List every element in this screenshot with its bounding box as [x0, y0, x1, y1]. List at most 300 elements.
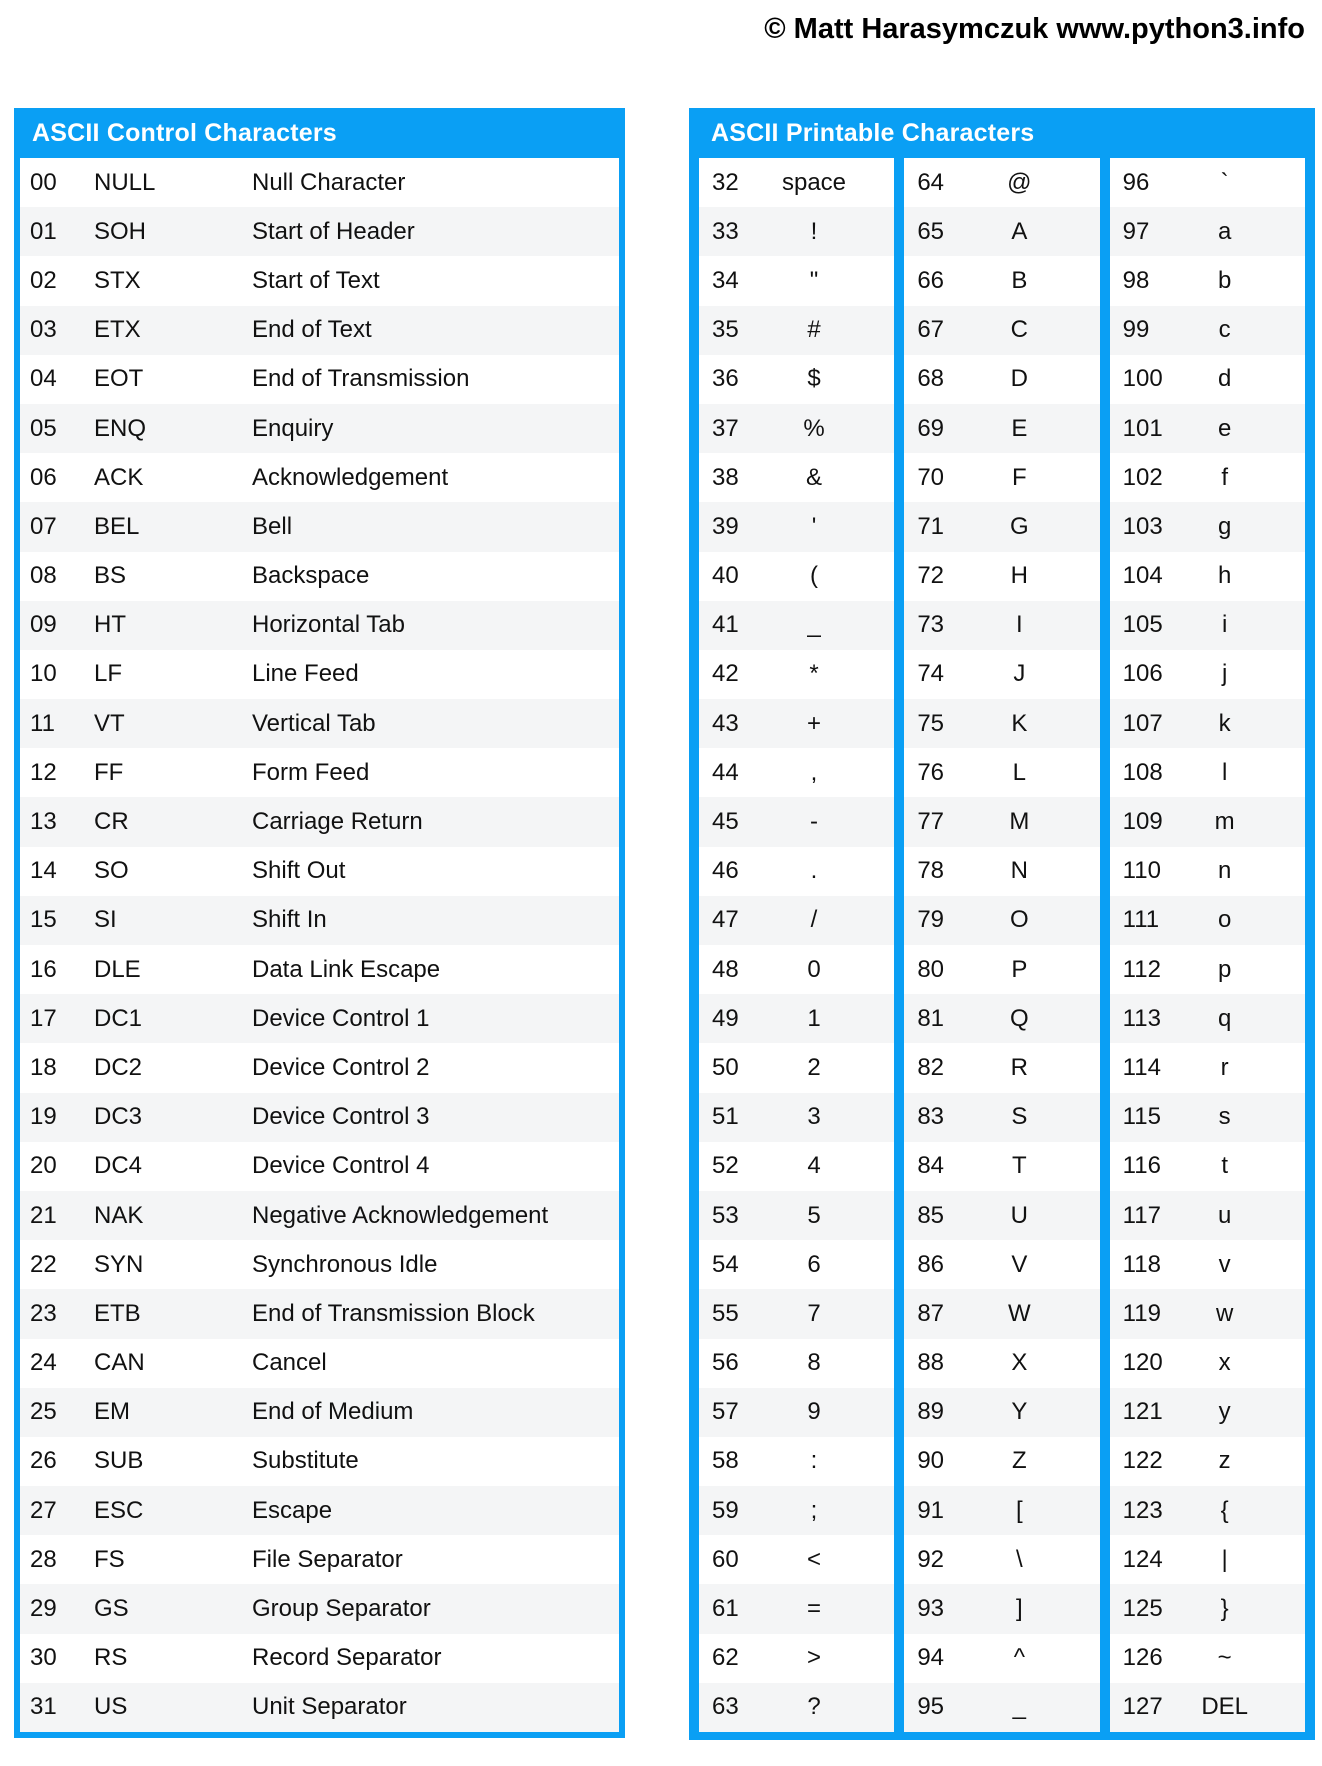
desc-cell: File Separator: [252, 1545, 403, 1573]
code-cell: 38: [712, 463, 739, 491]
table-row: [904, 502, 1099, 551]
code-cell: 67: [917, 316, 945, 344]
table-row: [20, 1339, 619, 1388]
table-row: [699, 1240, 894, 1289]
ascii-printable-characters-table: [689, 108, 1315, 1740]
code-cell: 07: [30, 512, 57, 540]
char-cell: c: [1218, 316, 1231, 344]
control-table-title: ASCII Control Characters: [32, 118, 337, 147]
table-row: [1110, 945, 1305, 994]
table-row: [20, 797, 619, 846]
printable-table-columns: [699, 158, 1305, 1732]
code-cell: 112: [1122, 955, 1161, 983]
table-row: [904, 1093, 1099, 1142]
char-cell: j: [1221, 660, 1228, 688]
char-cell: S: [1011, 1103, 1028, 1131]
code-cell: 54: [712, 1250, 739, 1278]
code-cell: 78: [917, 857, 945, 885]
char-cell: e: [1217, 414, 1232, 442]
char-cell: ': [811, 512, 817, 540]
code-cell: 57: [712, 1398, 739, 1426]
table-row: [699, 1191, 894, 1240]
char-cell: ": [809, 266, 819, 294]
table-row: [20, 896, 619, 945]
table-row: [20, 1191, 619, 1240]
table-row: [1110, 994, 1305, 1043]
code-cell: 21: [30, 1201, 57, 1229]
code-cell: 22: [30, 1250, 57, 1278]
char-cell: $: [807, 365, 821, 393]
table-row: [1110, 404, 1305, 453]
char-cell: }: [1220, 1595, 1229, 1623]
char-cell: #: [807, 316, 821, 344]
code-cell: 116: [1122, 1152, 1161, 1180]
table-row: [699, 1437, 894, 1486]
char-cell: h: [1217, 562, 1232, 590]
char-cell: N: [1010, 857, 1028, 885]
table-row: [20, 1486, 619, 1535]
table-row: [20, 207, 619, 256]
desc-cell: Negative Acknowledgement: [252, 1201, 549, 1229]
credit-text: © Matt Harasymczuk www.python3.info: [764, 13, 1305, 45]
char-cell: -: [810, 808, 818, 836]
desc-cell: Vertical Tab: [252, 709, 376, 737]
table-row: [1110, 847, 1305, 896]
char-cell: 2: [807, 1053, 821, 1081]
code-cell: 66: [917, 266, 945, 294]
abbr-cell: SUB: [94, 1447, 144, 1475]
table-row: [1110, 158, 1305, 207]
table-row: [699, 1289, 894, 1338]
table-row: [699, 1683, 894, 1732]
char-cell: k: [1218, 709, 1231, 737]
table-row: [1110, 1486, 1305, 1535]
char-cell: T: [1011, 1152, 1027, 1180]
code-cell: 05: [30, 414, 57, 442]
table-row: [1110, 1535, 1305, 1584]
table-row: [1110, 1289, 1305, 1338]
abbr-cell: ENQ: [94, 414, 147, 442]
char-cell: u: [1217, 1201, 1232, 1229]
abbr-cell: STX: [94, 266, 141, 294]
desc-cell: Data Link Escape: [252, 955, 441, 983]
table-row: [699, 158, 894, 207]
char-cell: f: [1221, 463, 1228, 491]
table-row: [20, 1240, 619, 1289]
code-cell: 25: [30, 1398, 57, 1426]
table-row: [1110, 1584, 1305, 1633]
table-row: [20, 994, 619, 1043]
table-row: [20, 158, 619, 207]
char-cell: .: [810, 857, 818, 885]
char-cell: G: [1009, 512, 1029, 540]
abbr-cell: BEL: [94, 512, 140, 540]
code-cell: 106: [1122, 660, 1163, 688]
char-cell: i: [1221, 611, 1228, 639]
char-cell: b: [1217, 266, 1232, 294]
char-cell: +: [806, 709, 821, 737]
table-row: [699, 847, 894, 896]
abbr-cell: CR: [94, 808, 129, 836]
code-cell: 81: [917, 1004, 945, 1032]
code-cell: 28: [30, 1545, 57, 1573]
table-row: [699, 453, 894, 502]
table-row: [904, 797, 1099, 846]
char-cell: A: [1011, 217, 1028, 245]
table-row: [20, 256, 619, 305]
char-cell: 3: [807, 1103, 821, 1131]
table-row: [1110, 797, 1305, 846]
code-cell: 04: [30, 365, 57, 393]
char-cell: z: [1218, 1447, 1231, 1475]
char-cell: =: [806, 1595, 821, 1623]
code-cell: 17: [30, 1004, 57, 1032]
code-cell: 14: [30, 857, 57, 885]
code-cell: 76: [917, 758, 945, 786]
table-row: [1110, 896, 1305, 945]
code-cell: 13: [30, 808, 57, 836]
desc-cell: Bell: [252, 512, 293, 540]
abbr-cell: CAN: [94, 1349, 145, 1377]
char-cell: o: [1217, 906, 1232, 934]
table-row: [699, 306, 894, 355]
table-row: [699, 797, 894, 846]
char-cell: ,: [810, 758, 818, 786]
char-cell: B: [1011, 266, 1028, 294]
code-cell: 107: [1122, 709, 1163, 737]
code-cell: 47: [712, 906, 739, 934]
code-cell: 88: [917, 1349, 945, 1377]
table-row: [20, 453, 619, 502]
abbr-cell: ETX: [94, 316, 141, 344]
code-cell: 119: [1122, 1299, 1161, 1327]
abbr-cell: DC2: [94, 1053, 143, 1081]
table-row: [904, 896, 1099, 945]
code-cell: 110: [1122, 857, 1161, 885]
table-row: [1110, 256, 1305, 305]
code-cell: 02: [30, 266, 57, 294]
desc-cell: End of Transmission Block: [252, 1299, 535, 1327]
abbr-cell: DC4: [94, 1152, 143, 1180]
table-row: [1110, 1634, 1305, 1683]
char-cell: 4: [807, 1152, 821, 1180]
char-cell: D: [1010, 365, 1028, 393]
table-row: [1110, 1388, 1305, 1437]
table-row: [699, 502, 894, 551]
char-cell: {: [1220, 1496, 1229, 1524]
code-cell: 94: [917, 1644, 945, 1672]
table-row: [904, 1683, 1099, 1732]
table-row: [699, 552, 894, 601]
abbr-cell: SO: [94, 857, 129, 885]
table-row: [1110, 1339, 1305, 1388]
code-cell: 49: [712, 1004, 739, 1032]
code-cell: 65: [917, 217, 945, 245]
char-cell: <: [806, 1545, 821, 1573]
char-cell: 8: [807, 1349, 821, 1377]
char-cell: Y: [1011, 1398, 1028, 1426]
char-cell: Z: [1011, 1447, 1027, 1475]
abbr-cell: DC1: [94, 1004, 143, 1032]
desc-cell: Carriage Return: [252, 808, 423, 836]
table-row: [1110, 1437, 1305, 1486]
char-cell: :: [810, 1447, 818, 1475]
code-cell: 120: [1122, 1349, 1163, 1377]
code-cell: 30: [30, 1644, 57, 1672]
printable-table-title: ASCII Printable Characters: [711, 118, 1035, 147]
table-row: [904, 1388, 1099, 1437]
table-row: [20, 1535, 619, 1584]
code-cell: 109: [1122, 808, 1163, 836]
code-cell: 90: [917, 1447, 945, 1475]
code-cell: 39: [712, 512, 739, 540]
code-cell: 127: [1122, 1693, 1163, 1721]
desc-cell: Shift Out: [252, 857, 346, 885]
printable-column-3: [1110, 158, 1305, 1732]
char-cell: q: [1217, 1004, 1232, 1032]
code-cell: 121: [1122, 1398, 1163, 1426]
code-cell: 27: [30, 1496, 57, 1524]
table-row: [699, 896, 894, 945]
code-cell: 73: [917, 611, 945, 639]
desc-cell: Backspace: [252, 562, 370, 590]
desc-cell: Substitute: [252, 1447, 359, 1475]
code-cell: 104: [1122, 562, 1163, 590]
char-cell: ~: [1217, 1644, 1232, 1672]
code-cell: 26: [30, 1447, 57, 1475]
table-row: [904, 699, 1099, 748]
table-row: [904, 306, 1099, 355]
char-cell: *: [809, 660, 819, 688]
code-cell: 36: [712, 365, 739, 393]
code-cell: 103: [1122, 512, 1163, 540]
code-cell: 03: [30, 316, 57, 344]
table-row: [699, 1043, 894, 1092]
code-cell: 87: [917, 1299, 945, 1327]
table-row: [1110, 1142, 1305, 1191]
desc-cell: Record Separator: [252, 1644, 442, 1672]
code-cell: 124: [1122, 1545, 1163, 1573]
desc-cell: Shift In: [252, 906, 327, 934]
table-row: [699, 748, 894, 797]
code-cell: 114: [1122, 1053, 1161, 1081]
char-cell: @: [1007, 168, 1032, 196]
code-cell: 91: [917, 1496, 945, 1524]
table-row: [904, 1486, 1099, 1535]
abbr-cell: NAK: [94, 1201, 144, 1229]
char-cell: d: [1217, 365, 1232, 393]
code-cell: 40: [712, 562, 739, 590]
code-cell: 41: [712, 611, 739, 639]
code-cell: 34: [712, 266, 739, 294]
table-row: [699, 404, 894, 453]
table-row: [904, 1339, 1099, 1388]
desc-cell: End of Medium: [252, 1398, 414, 1426]
char-cell: p: [1217, 955, 1232, 983]
table-row: [699, 1142, 894, 1191]
char-cell: J: [1013, 660, 1026, 688]
code-cell: 11: [30, 709, 55, 737]
table-row: [20, 1584, 619, 1633]
char-cell: _: [1012, 1693, 1026, 1721]
code-cell: 44: [712, 758, 739, 786]
code-cell: 59: [712, 1496, 739, 1524]
code-cell: 80: [917, 955, 945, 983]
table-row: [904, 355, 1099, 404]
code-cell: 117: [1122, 1201, 1161, 1229]
table-row: [1110, 355, 1305, 404]
char-cell: DEL: [1201, 1693, 1248, 1721]
char-cell: 7: [807, 1299, 821, 1327]
char-cell: E: [1011, 414, 1028, 442]
table-row: [904, 1043, 1099, 1092]
abbr-cell: HT: [94, 611, 126, 639]
code-cell: 105: [1122, 611, 1163, 639]
table-row: [20, 1437, 619, 1486]
char-cell: C: [1010, 316, 1028, 344]
control-table-body: [20, 158, 619, 1732]
char-cell: L: [1012, 758, 1026, 786]
desc-cell: Device Control 1: [252, 1004, 430, 1032]
char-cell: ?: [807, 1693, 821, 1721]
abbr-cell: ESC: [94, 1496, 144, 1524]
table-row: [1110, 502, 1305, 551]
code-cell: 31: [30, 1693, 57, 1721]
code-cell: 125: [1122, 1595, 1163, 1623]
char-cell: `: [1220, 168, 1229, 196]
table-row: [699, 994, 894, 1043]
abbr-cell: EOT: [94, 365, 144, 393]
desc-cell: Start of Text: [252, 266, 380, 294]
table-row: [20, 502, 619, 551]
char-cell: ;: [810, 1496, 818, 1524]
code-cell: 68: [917, 365, 945, 393]
char-cell: R: [1010, 1053, 1028, 1081]
code-cell: 60: [712, 1545, 739, 1573]
code-cell: 50: [712, 1053, 739, 1081]
code-cell: 10: [30, 660, 57, 688]
char-cell: 9: [807, 1398, 821, 1426]
table-row: [1110, 1093, 1305, 1142]
char-cell: l: [1221, 758, 1228, 786]
code-cell: 37: [712, 414, 739, 442]
table-row: [699, 650, 894, 699]
table-row: [904, 404, 1099, 453]
char-cell: F: [1011, 463, 1027, 491]
abbr-cell: EM: [94, 1398, 130, 1426]
table-row: [904, 1142, 1099, 1191]
desc-cell: Form Feed: [252, 758, 370, 786]
code-cell: 115: [1122, 1103, 1161, 1131]
abbr-cell: SI: [94, 906, 117, 934]
table-row: [1110, 699, 1305, 748]
table-row: [1110, 601, 1305, 650]
code-cell: 43: [712, 709, 739, 737]
code-cell: 29: [30, 1595, 57, 1623]
code-cell: 75: [917, 709, 945, 737]
code-cell: 32: [712, 168, 739, 196]
table-row: [904, 994, 1099, 1043]
table-row: [20, 1634, 619, 1683]
code-cell: 70: [917, 463, 945, 491]
code-cell: 111: [1122, 906, 1160, 934]
table-row: [904, 1634, 1099, 1683]
char-cell: space: [781, 168, 847, 196]
abbr-cell: DC3: [94, 1103, 143, 1131]
char-cell: y: [1218, 1398, 1231, 1426]
table-row: [699, 207, 894, 256]
table-row: [904, 1289, 1099, 1338]
desc-cell: Acknowledgement: [252, 463, 449, 491]
char-cell: W: [1008, 1299, 1031, 1327]
table-row: [20, 601, 619, 650]
table-row: [20, 1388, 619, 1437]
desc-cell: End of Transmission: [252, 365, 470, 393]
char-cell: m: [1214, 808, 1235, 836]
code-cell: 72: [917, 562, 945, 590]
abbr-cell: SYN: [94, 1250, 144, 1278]
code-cell: 122: [1122, 1447, 1163, 1475]
code-cell: 96: [1122, 168, 1150, 196]
abbr-cell: FS: [94, 1545, 125, 1573]
table-row: [699, 1486, 894, 1535]
table-row: [904, 1240, 1099, 1289]
abbr-cell: FF: [94, 758, 124, 786]
abbr-cell: LF: [94, 660, 123, 688]
abbr-cell: BS: [94, 562, 127, 590]
desc-cell: Cancel: [252, 1349, 327, 1377]
table-row: [699, 601, 894, 650]
code-cell: 09: [30, 611, 57, 639]
desc-cell: Escape: [252, 1496, 333, 1524]
char-cell: I: [1015, 611, 1023, 639]
code-cell: 74: [917, 660, 945, 688]
code-cell: 19: [30, 1103, 57, 1131]
char-cell: K: [1011, 709, 1028, 737]
table-row: [1110, 453, 1305, 502]
abbr-cell: VT: [94, 709, 125, 737]
code-cell: 20: [30, 1152, 57, 1180]
char-cell: X: [1011, 1349, 1028, 1377]
code-cell: 01: [30, 217, 57, 245]
table-row: [1110, 650, 1305, 699]
abbr-cell: GS: [94, 1595, 129, 1623]
code-cell: 18: [30, 1053, 57, 1081]
code-cell: 93: [917, 1595, 945, 1623]
abbr-cell: US: [94, 1693, 128, 1721]
table-row: [1110, 1191, 1305, 1240]
table-row: [699, 699, 894, 748]
code-cell: 113: [1122, 1004, 1161, 1032]
table-row: [904, 601, 1099, 650]
code-cell: 62: [712, 1644, 739, 1672]
code-cell: 53: [712, 1201, 739, 1229]
char-cell: n: [1217, 857, 1232, 885]
char-cell: 0: [807, 955, 821, 983]
code-cell: 101: [1122, 414, 1163, 442]
table-row: [904, 1584, 1099, 1633]
code-cell: 86: [917, 1250, 945, 1278]
desc-cell: Start of Header: [252, 217, 415, 245]
char-cell: H: [1010, 562, 1028, 590]
desc-cell: Line Feed: [252, 660, 359, 688]
table-row: [20, 699, 619, 748]
table-row: [1110, 748, 1305, 797]
abbr-cell: DLE: [94, 955, 141, 983]
table-row: [904, 650, 1099, 699]
char-cell: 5: [807, 1201, 821, 1229]
desc-cell: Horizontal Tab: [252, 611, 405, 639]
